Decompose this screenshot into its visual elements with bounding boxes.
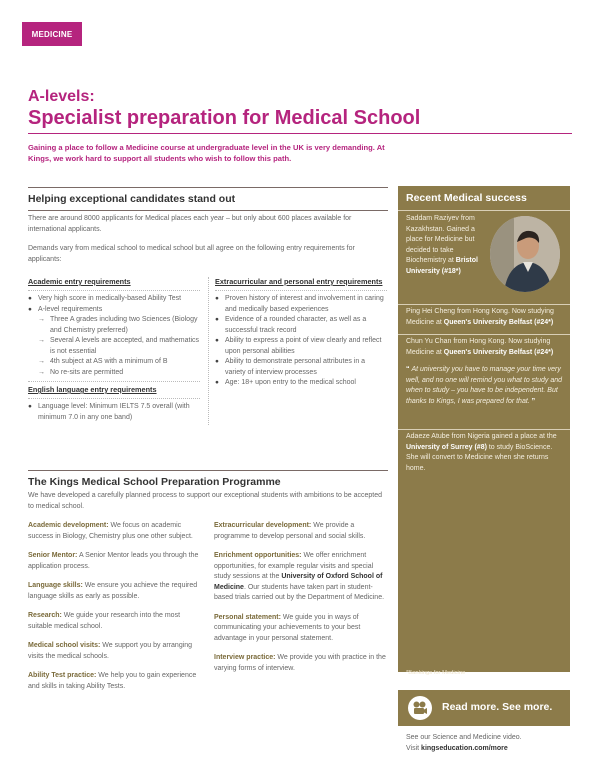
programme-column-right xyxy=(214,521,390,683)
success-story xyxy=(406,307,564,328)
programme-item-label: Language skills: xyxy=(28,582,83,589)
sidebar-rule xyxy=(398,334,570,335)
section-rule xyxy=(28,470,388,471)
story-text: Ping Hei Cheng from Hong Kong. Now studying Medicine at xyxy=(406,308,554,326)
extracurricular-column xyxy=(215,277,387,389)
programme-item-text: We help you to gain experience and skills in taking Ability Tests. xyxy=(28,672,197,690)
academic-heading: Academic entry requirements xyxy=(28,277,131,286)
programme-item xyxy=(28,551,200,572)
page-kicker: A-levels: xyxy=(28,88,95,105)
programme-item xyxy=(28,521,200,542)
read-more-label: Read more. See more. xyxy=(442,701,553,713)
student-photo-image xyxy=(490,216,560,292)
list-item: ● Proven history of interest and involvement in caring and medically based experiences xyxy=(215,294,387,315)
extracurricular-heading: Extracurricular and personal entry requirements xyxy=(215,277,383,286)
programme-item-text: We guide you in ways of communicating your achievements to your best advantage in your personal statement. xyxy=(214,613,361,642)
programme-item xyxy=(214,521,390,542)
programme-item-text: We focus on academic success in Biology, Chemistry plus one other subject. xyxy=(28,522,193,540)
video-line: See our Science and Medicine video. xyxy=(406,734,522,741)
success-story xyxy=(406,337,564,358)
read-more-banner[interactable] xyxy=(398,690,570,726)
column-divider xyxy=(208,277,209,425)
programme-item-highlight: University of Oxford School of Medicine xyxy=(214,573,383,591)
dotted-divider xyxy=(215,290,387,291)
list-item: ● Language level: Minimum IELTS 7.5 overall (with minimum 7.0 in any one band) xyxy=(28,402,200,423)
quote-open-mark: “ xyxy=(406,366,412,373)
programme-item-label: Medical school visits: xyxy=(28,642,101,649)
section-rule xyxy=(28,187,388,188)
programme-item-label: Interview practice: xyxy=(214,654,276,661)
ranking-footnote: *Bankings for Medicine xyxy=(406,670,466,676)
sub-list-item: → No re-sits are permitted xyxy=(28,368,200,379)
helping-paragraph-2: Demands vary from medical school to medical school but all agree on the following entry requirements for applicants: xyxy=(28,245,355,263)
list-item: ● Ability to demonstrate personal attributes in a variety of interview processes xyxy=(215,357,387,378)
sub-list-item: → 4th subject at AS with a minimum of B xyxy=(28,357,200,368)
sidebar-title: Recent Medical success xyxy=(406,192,527,204)
list-item: ● Very high score in medically-based Ability Test xyxy=(28,294,200,305)
sidebar-rule xyxy=(398,429,570,430)
website-link[interactable]: kingseducation.com/more xyxy=(421,745,508,752)
title-rule xyxy=(28,133,572,134)
sub-list-item: → Three A grades including two Sciences (Biology and Chemistry preferred) xyxy=(28,315,200,336)
story-text: to study BioScience. She will convert to Medicine when she returns home. xyxy=(406,443,553,472)
programme-item-label: Research: xyxy=(28,612,62,619)
visit-line xyxy=(406,743,522,754)
programme-item-text: We provide you with practice in the varying forms of interview. xyxy=(214,654,386,672)
english-heading: English language entry requirements xyxy=(28,385,157,394)
programme-item-text: We guide your research into the most suitable medical school. xyxy=(28,612,181,630)
list-item: ● Evidence of a rounded character, as well as a successful track record xyxy=(215,315,387,336)
programme-item-label: Personal statement: xyxy=(214,613,281,621)
academic-column xyxy=(28,277,200,423)
list-item: ● Age: 18+ upon entry to the medical school xyxy=(215,378,387,389)
programme-item xyxy=(214,613,390,645)
programme-column-left xyxy=(28,521,200,701)
dotted-divider xyxy=(28,381,200,382)
programme-item-label: Ability Test practice: xyxy=(28,672,97,679)
story-university: University of Surrey (#8) xyxy=(406,443,487,451)
story-university: Queen's University Belfast (#24*) xyxy=(443,318,554,326)
programme-item-label: Extracurricular development: xyxy=(214,522,312,529)
helping-paragraph-1: There are around 8000 applicants for Medical places each year – but only about 600 places available for international applicants. xyxy=(28,215,352,233)
programme-item xyxy=(28,581,200,602)
story-text: Adaeze Atube from Nigeria gained a place at the xyxy=(406,433,557,440)
sidebar-rule xyxy=(398,304,570,305)
student-photo xyxy=(490,216,560,292)
list-item: ● A-level requirements xyxy=(28,305,200,316)
story-text: Saddam Raziyev from Kazakhstan. Gained a place for Medicine but decided to take Biochemistry at xyxy=(406,215,475,264)
dotted-divider xyxy=(28,290,200,291)
sub-list-item: → Several A levels are accepted, and mathematics is not essential xyxy=(28,336,200,357)
programme-item xyxy=(214,551,390,604)
helping-title: Helping exceptional candidates stand out xyxy=(28,193,236,205)
programme-item-text: We ensure you achieve the required language skills as early as possible. xyxy=(28,582,198,600)
quote-text: At university you have to manage your time very well, and no one will remind you what to study and when to study – you have to be independent. But thanks to Kings, I was prepared for that. xyxy=(406,366,563,405)
video-info xyxy=(406,732,522,754)
page-title: Specialist preparation for Medical School xyxy=(28,107,421,129)
programme-item xyxy=(28,671,200,692)
video-camera-glyph xyxy=(408,696,432,720)
section-rule xyxy=(28,210,388,211)
list-item: ● Ability to express a point of view clearly and reflect upon personal abilities xyxy=(215,336,387,357)
visit-prefix: Visit xyxy=(406,745,422,752)
section-tab: MEDICINE xyxy=(22,22,82,46)
sidebar-rule xyxy=(398,210,570,211)
video-camera-icon xyxy=(408,696,432,720)
programme-item-text: We offer enrichment opportunities, for example regular visits and special study sessions at the xyxy=(214,552,374,580)
success-story xyxy=(406,432,564,474)
programme-item-text: We provide a programme to develop personal and social skills. xyxy=(214,522,366,540)
programme-item xyxy=(214,653,390,674)
story-university: Queen's University Belfast (#24*) xyxy=(443,348,554,356)
programme-item-label: Enrichment opportunities: xyxy=(214,552,302,559)
programme-item xyxy=(28,641,200,662)
programme-intro: We have developed a carefully planned process to support our exceptional students with ambitions to be accepted to medical school. xyxy=(28,492,382,510)
programme-item-text: A Senior Mentor leads you through the application process. xyxy=(28,552,199,570)
programme-item xyxy=(28,611,200,632)
quote-close-mark: ” xyxy=(529,397,536,405)
programme-title: The Kings Medical School Preparation Programme xyxy=(28,476,281,488)
story-university: Bristol University (#18*) xyxy=(406,257,478,275)
story-text: Chun Yu Chan from Hong Kong. Now studying Medicine at xyxy=(406,338,551,356)
programme-item-label: Senior Mentor: xyxy=(28,552,78,559)
intro-text: Gaining a place to follow a Medicine course at undergraduate level in the UK is very demanding. At Kings, we work hard to support all students who wish to follow this path. xyxy=(28,143,385,163)
success-story xyxy=(406,214,488,277)
programme-item-label: Academic development: xyxy=(28,522,109,529)
programme-item-text: We support you by arranging visits the medical schools. xyxy=(28,642,193,660)
programme-item-text: . Our students have taken part in student-based trials carried out by the Department of Medicine. xyxy=(214,583,385,601)
success-sidebar xyxy=(398,186,570,676)
student-quote xyxy=(406,365,564,407)
dotted-divider xyxy=(28,398,200,399)
